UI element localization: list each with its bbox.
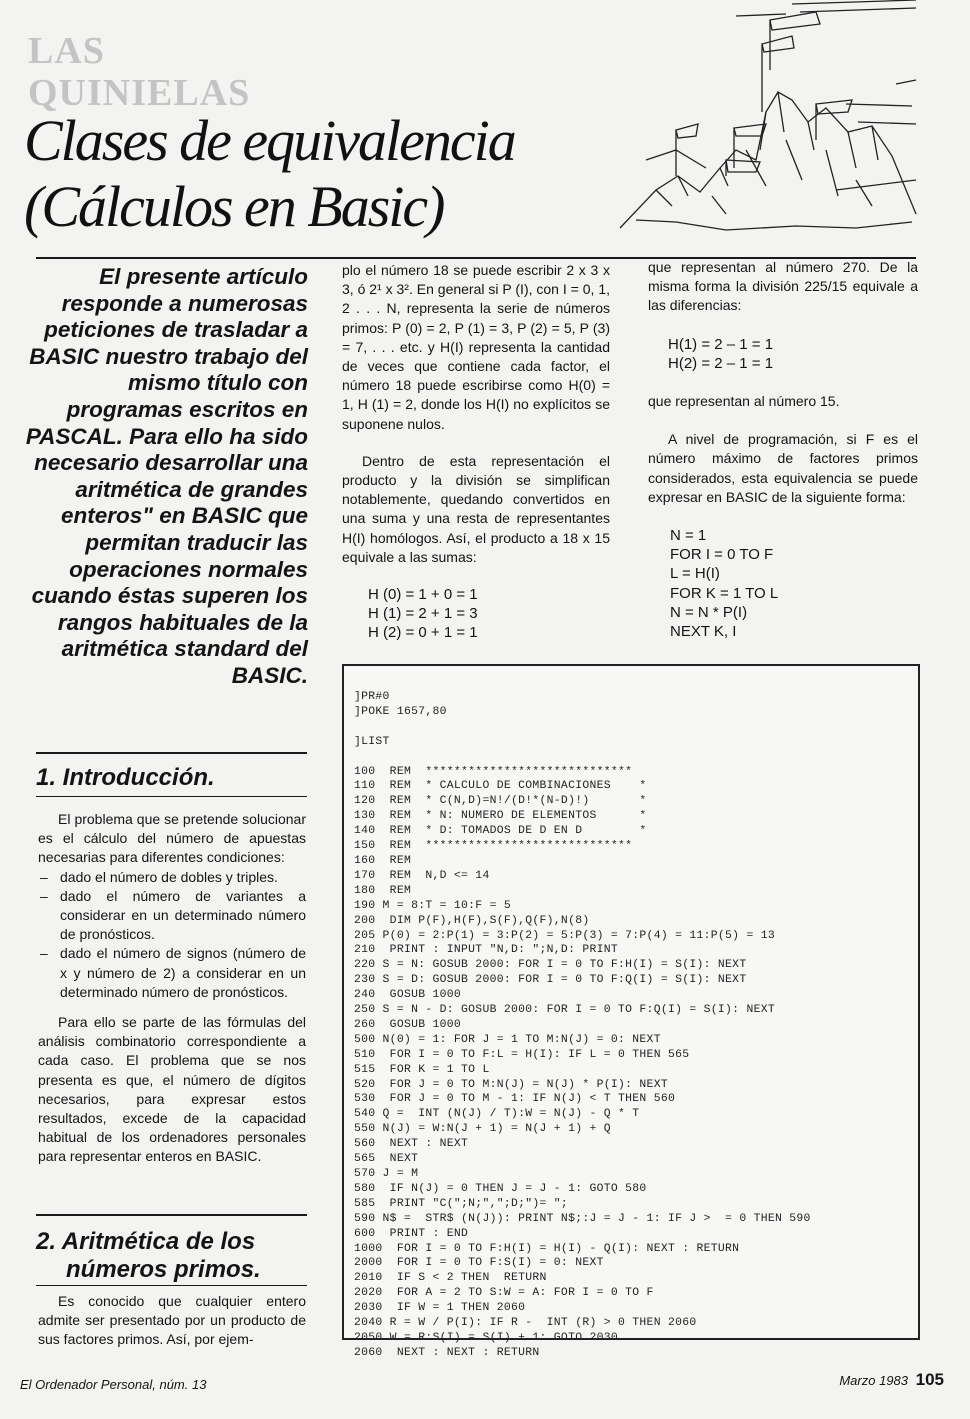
footer-date-page [839,1370,944,1390]
listing-line: 500 N(0) = 1: FOR J = 1 TO M:N(J) = 0: NEXT [354,1033,661,1046]
formula-line: H(1) = 2 – 1 = 1 [668,335,774,353]
listing-line: 515 FOR K = 1 TO L [354,1063,490,1076]
formula-line: H (2) = 0 + 1 = 1 [368,624,478,642]
listing-line: 180 REM [354,884,412,897]
series-kicker: LAS QUINIELAS [28,30,251,114]
list-item-text: dado el número de dobles y triples. [60,868,278,885]
listing-line: 2010 IF S < 2 THEN RETURN [354,1272,547,1285]
section1-paragraph-1: El problema que se pretende solucionar es el cálculo del número de apuestas necesarias para diferentes condiciones: [38,811,306,866]
listing-line: 205 P(0) = 2:P(1) = 3:P(2) = 5:P(3) = 7:P(4) = 11:P(5) = 13 [354,929,775,942]
list-item [38,887,306,945]
listing-line: 200 DIM P(F),H(F),S(F),Q(F),N(8) [354,914,590,927]
listing-line: 110 REM * CALCULO DE COMBINACIONES * [354,780,647,793]
list-item-text: dado el número de signos (número de x y número de 2) a considerar en un determinado número de pronósticos. [60,945,306,1000]
section2-bottom-rule [36,1285,307,1286]
column-3 [648,258,918,641]
column2-paragraph-2: Dentro de esta representación el producto y la división se simplifican notablemente, quedando convertidos en una suma y una resta de representantes H(I) homólogos. Así, el producto a 18 x 15 equivale a las sumas: [342,452,610,565]
listing-line: 580 IF N(J) = 0 THEN J = J - 1: GOTO 580 [354,1182,647,1195]
section1-bottom-rule [36,796,307,797]
listing-line [354,750,918,765]
listing-line: 590 N$ = STR$ (N(J)): PRINT N$;:J = J - 1: IF J > = 0 THEN 590 [354,1212,811,1225]
listing-line: ]PR#0 [354,691,390,703]
formula-line: H (1) = 2 + 1 = 3 [368,605,478,623]
listing-line: 130 REM * N: NUMERO DE ELEMENTOS * [354,810,647,823]
bullet-dash: – [40,945,48,962]
listing-line: 150 REM ***************************** [354,840,633,853]
listing-line: 210 PRINT : INPUT "N,D: ";N,D: PRINT [354,944,619,957]
mountain-illustration [616,0,922,236]
code-line: NEXT K, I [670,623,737,641]
listing-line: 160 REM [354,854,412,867]
list-item [38,868,306,887]
program-listing [342,664,920,1359]
listing-line: 510 FOR I = 0 TO F:L = H(I): IF L = 0 THEN 565 [354,1048,690,1061]
formula-line: H(2) = 2 – 1 = 1 [668,354,774,372]
listing-line: 220 S = N: GOSUB 2000: FOR I = 0 TO F:H(I) = S(I): NEXT [354,959,747,972]
section2-heading [36,1228,307,1284]
listing-line: 2020 FOR A = 2 TO S:W = A: FOR I = 0 TO F [354,1287,654,1300]
code-line: FOR K = 1 TO L [670,584,779,602]
bullet-dash: – [40,868,48,885]
title-line-2: (Cálculos en Basic) [24,174,444,239]
listing-line: 2030 IF W = 1 THEN 2060 [354,1302,526,1315]
formula-line: H (0) = 1 + 0 = 1 [368,586,478,604]
listing-line: ]POKE 1657,80 [354,705,447,718]
listing-line: 520 FOR J = 0 TO M:N(J) = N(J) * P(I): NEXT [354,1078,668,1091]
code-line: N = N * P(I) [670,603,748,621]
listing-line: 170 REM N,D <= 14 [354,869,490,882]
list-item [38,944,306,1002]
column2-formulas [342,585,610,643]
section1-top-rule [36,752,307,754]
listing-line: ]LIST [354,735,390,748]
section1-heading: 1. Introducción. [36,764,215,791]
listing-line: 560 NEXT : NEXT [354,1138,469,1151]
column2-paragraph-1: plo el número 18 se puede escribir 2 x 3 x 3, ó 2¹ x 3². En general si P (I), con I = 0, 1, 2 . . . N, representa la serie de números primos: P (0) = 2, P (1) = 3, P (2) = 5, P (3) = 7, . . . etc. y H(I) representa la cantidad de veces que contiene cada factor, el número 18 puede escribirse como H(0) = 1, H (1) = 2, donde los H(I) no explícitos se suponene nulos. [342,262,610,432]
listing-line: 140 REM * D: TOMADOS DE D EN D * [354,825,647,838]
footer-publication: El Ordenador Personal, núm. 13 [20,1377,207,1392]
column3-paragraph-3: A nivel de programación, si F es el número máximo de factores primos considerados, esta equivalencia se puede expresar en BASIC de la siguiente forma: [648,431,918,505]
listing-line [354,720,918,735]
listing-line: 2060 NEXT : NEXT : RETURN [354,1346,540,1359]
listing-line: 2000 FOR I = 0 TO F:S(I) = 0: NEXT [354,1257,604,1270]
listing-line: 550 N(J) = W:N(J + 1) = N(J + 1) + Q [354,1123,611,1136]
listing-line: 570 J = M [354,1168,419,1180]
listing-line: 260 GOSUB 1000 [354,1018,462,1031]
listing-text [344,666,918,1361]
section2-paragraph-1: Es conocido que cualquier entero admite ser presentado por un producto de sus factores primos. Así, por ejem- [38,1293,306,1348]
listing-line: 1000 FOR I = 0 TO F:H(I) = H(I) - Q(I): NEXT : RETURN [354,1242,740,1255]
title-line-1: Clases de equivalencia [24,108,515,173]
footer-date: Marzo 1983 [839,1373,908,1388]
listing-line: 530 FOR J = 0 TO M - 1: IF N(J) < T THEN 560 [354,1093,676,1106]
list-item-text: dado el número de variantes a considerar en un determinado número de pronósticos. [60,887,306,943]
listing-line: 540 Q = INT (N(J) / T):W = N(J) - Q * T [354,1108,640,1121]
section2-heading-line-2: números primos. [66,1256,261,1283]
column3-paragraph-1: que representan al número 270. De la misma forma la división 225/15 equivale a las diferencias: [648,259,918,314]
listing-line: 600 PRINT : END [354,1227,469,1240]
listing-line: 565 NEXT [354,1153,419,1166]
listing-line: 190 M = 8:T = 10:F = 5 [354,899,511,912]
column3-paragraph-2: que representan al número 15. [648,393,840,410]
listing-line: 240 GOSUB 1000 [354,989,462,1002]
article-title [24,108,515,240]
listing-line: 585 PRINT "C(";N;",";D;")= "; [354,1197,569,1210]
page-number: 105 [915,1370,944,1389]
listing-line: 120 REM * C(N,D)=N!/(D!*(N-D)!) * [354,795,647,808]
column-2 [342,261,610,643]
basic-snippet [648,526,918,641]
section1-paragraph-2: Para ello se parte de las fórmulas del análisis combinatorio correspondiente a cada caso. El problema que se nos presenta es que, el número de dígitos necesarios, para expresar estos resultados, excede de la capacidad habitual de los ordenadores personales para representar enteros en BASIC. [38,1014,306,1165]
listing-line: 250 S = N - D: GOSUB 2000: FOR I = 0 TO F:Q(I) = S(I): NEXT [354,1004,775,1017]
listing-line: 2050 W = R:S(I) = S(I) + 1: GOTO 2030 [354,1331,619,1344]
bullet-dash: – [40,887,48,904]
code-line: L = H(I) [670,565,720,583]
column3-formulas [648,335,918,373]
listing-line: 2040 R = W / P(I): IF R - INT (R) > 0 THEN 2060 [354,1317,697,1330]
lead-paragraph: El presente artículo responde a numerosas peticiones de trasladar a BASIC nuestro trabajo del mismo título con programas escritos en PASCAL. Para ello ha sido necesario desarrollar una aritmética de grandes enteros" en BASIC que permitan traducir las operaciones normales cuando éstas superen los rangos habituales de la aritmética standard del BASIC. [25,264,308,688]
listing-line: 100 REM ***************************** [354,765,633,778]
code-line: N = 1 [670,527,707,545]
section1-body [38,810,306,1167]
section2-heading-line-1: 2. Aritmética de los [36,1228,256,1255]
listing-line: 230 S = D: GOSUB 2000: FOR I = 0 TO F:Q(I) = S(I): NEXT [354,974,747,987]
code-line: FOR I = 0 TO F [670,546,774,564]
section2-top-rule [36,1214,307,1216]
